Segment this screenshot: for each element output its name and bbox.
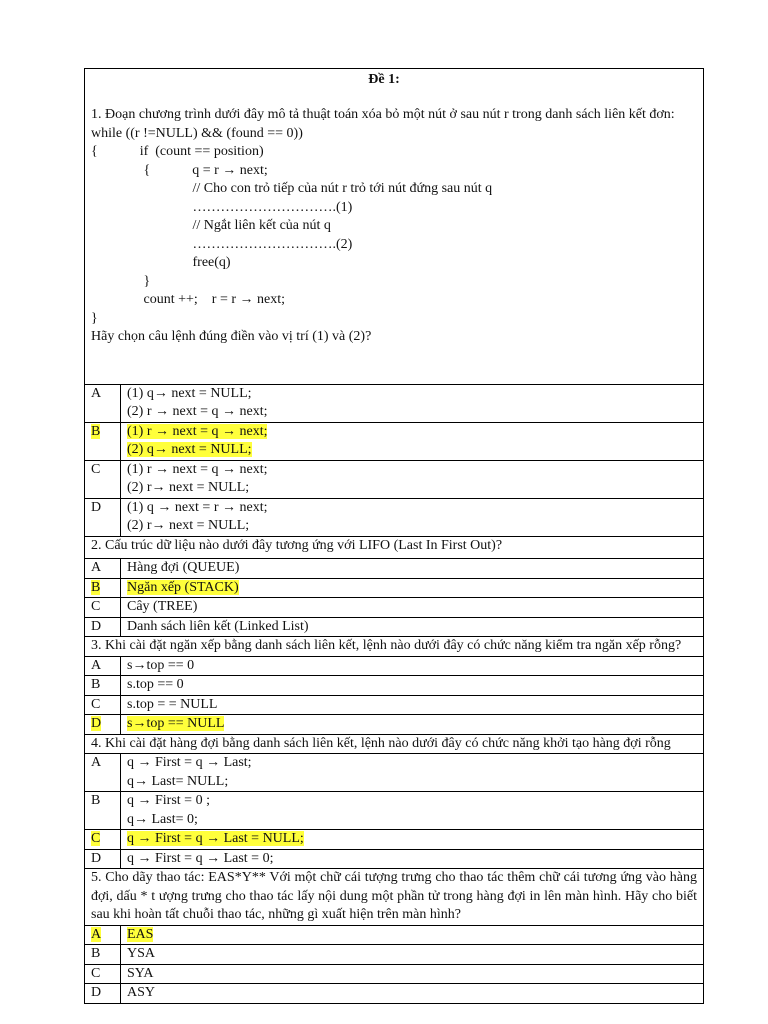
option-label: B <box>91 946 101 961</box>
question-2-row <box>85 536 704 559</box>
question-3-stem: 3. Khi cài đặt ngăn xếp bằng danh sách liên kết, lệnh nào dưới đây có chức năng kiểm tra ngăn xếp rỗng? <box>91 638 682 653</box>
stem-line: count ++; r = r → next; <box>91 292 285 307</box>
option-text: (1) q → next = r → next; <box>127 499 268 515</box>
option-label-highlighted: B <box>91 423 101 439</box>
option-text-highlighted: (1) r → next = q → next; <box>127 423 268 439</box>
stem-line: ………………………….(2) <box>91 236 353 252</box>
option-text-highlighted: (2) q→ next = NULL; <box>127 442 252 457</box>
question-5-option-d <box>85 984 704 1004</box>
question-3-option-d <box>85 715 704 735</box>
stem-line: Hãy chọn câu lệnh đúng điền vào vị trí (1) và (2)? <box>91 329 372 344</box>
option-text: q→ Last= NULL; <box>127 773 229 789</box>
option-label: D <box>91 850 102 866</box>
option-label: D <box>91 618 102 634</box>
question-4-stem: 4. Khi cài đặt hàng đợi bằng danh sách liên kết, lệnh nào dưới đây có chức năng khởi tạo hàng đợi rỗng <box>91 735 671 751</box>
question-2-stem: 2. Cấu trúc dữ liệu nào dưới đây tương ứng với LIFO (Last In First Out)? <box>91 537 503 553</box>
option-text-highlighted: Ngăn xếp (STACK) <box>127 579 239 595</box>
stem-line: while ((r !=NULL) && (found == 0)) <box>91 125 303 141</box>
option-label: C <box>91 599 101 614</box>
option-text: (2) r → next = q → next; <box>127 404 268 419</box>
option-text: (2) r→ next = NULL; <box>127 518 250 533</box>
question-1-option-a <box>85 384 704 422</box>
question-5-stem: 5. Cho dãy thao tác: EAS*Y** Với một chữ cái tượng trưng cho thao tác thêm chữ cái tương ứng vào hàng đợi, dấu * t ượng trưng cho thao tác lấy nội dung một phần tử trong hàng đợi in lên màn hình. Hãy cho biết sau khi hoàn tất chuỗi thao tác, những gì xuất hiện trên màn hình? <box>91 870 697 922</box>
option-text: q → First = q → Last = 0; <box>127 850 274 866</box>
option-text: (1) r → next = q → next; <box>127 461 268 477</box>
question-1-stem <box>85 69 704 385</box>
question-2-option-d <box>85 617 704 637</box>
quiz-table <box>84 68 704 1004</box>
question-2-option-b <box>85 578 704 598</box>
stem-line: 1. Đoạn chương trình dưới đây mô tả thuật toán xóa bỏ một nút ở sau nút r trong danh sách liên kết đơn: <box>91 107 675 122</box>
question-4-option-a <box>85 754 704 792</box>
question-1-option-c <box>85 460 704 498</box>
question-3-option-a <box>85 656 704 676</box>
option-label-highlighted: D <box>91 716 102 731</box>
option-label: C <box>91 461 101 477</box>
option-label-highlighted: B <box>91 579 101 595</box>
question-1-option-d <box>85 498 704 536</box>
option-label: C <box>91 696 101 712</box>
question-5-option-a <box>85 925 704 945</box>
question-4-option-c <box>85 830 704 850</box>
stem-line: } <box>91 310 98 326</box>
option-label: A <box>91 560 102 575</box>
option-text: q → First = 0 ; <box>127 793 210 808</box>
question-4-option-b <box>85 792 704 830</box>
option-text-highlighted: q → First = q → Last = NULL; <box>127 831 304 846</box>
question-1-row <box>85 69 704 385</box>
option-text: YSA <box>127 946 156 961</box>
question-5-row <box>85 869 704 926</box>
option-label: C <box>91 965 101 981</box>
option-text: s.top = = NULL <box>127 696 218 712</box>
option-text: Cây (TREE) <box>127 599 198 614</box>
option-text: (1) q→ next = NULL; <box>127 385 252 401</box>
option-text: s.top == 0 <box>127 677 184 692</box>
option-text: q → First = q → Last; <box>127 755 252 770</box>
option-label: A <box>91 755 102 770</box>
question-5-option-c <box>85 964 704 984</box>
option-label: A <box>91 385 102 401</box>
question-3-option-c <box>85 695 704 715</box>
option-text: Hàng đợi (QUEUE) <box>127 560 240 575</box>
option-text: ASY <box>127 985 156 1000</box>
stem-line: free(q) <box>91 255 231 270</box>
question-4-row <box>85 734 704 754</box>
option-label: B <box>91 793 101 808</box>
stem-line: { q = r → next; <box>91 162 268 178</box>
question-4-option-d <box>85 849 704 869</box>
stem-line: { if (count == position) <box>91 144 264 159</box>
option-text: Danh sách liên kết (Linked List) <box>127 618 309 634</box>
option-text-highlighted: EAS <box>127 926 154 942</box>
document-title: Đề 1: <box>368 72 400 87</box>
question-5-option-b <box>85 945 704 965</box>
option-label: A <box>91 657 102 673</box>
option-text: (2) r→ next = NULL; <box>127 480 250 495</box>
stem-line: ………………………….(1) <box>91 199 353 215</box>
question-3-option-b <box>85 676 704 696</box>
option-text: s→top == 0 <box>127 657 195 673</box>
stem-line: } <box>91 273 151 289</box>
option-label: B <box>91 677 101 692</box>
option-text: q→ Last= 0; <box>127 811 198 827</box>
option-text: SYA <box>127 965 154 981</box>
question-2-option-a <box>85 559 704 579</box>
option-label-highlighted: C <box>91 831 101 846</box>
question-3-row <box>85 637 704 657</box>
option-text-highlighted: s→top == NULL <box>127 716 225 731</box>
option-label-highlighted: A <box>91 926 102 942</box>
stem-line: // Ngắt liên kết của nút q <box>91 218 331 233</box>
question-2-option-c <box>85 598 704 618</box>
stem-line: // Cho con trỏ tiếp của nút r trỏ tới nút đứng sau nút q <box>91 181 493 196</box>
question-1-option-b <box>85 422 704 460</box>
option-label: D <box>91 985 102 1000</box>
option-label: D <box>91 499 102 515</box>
